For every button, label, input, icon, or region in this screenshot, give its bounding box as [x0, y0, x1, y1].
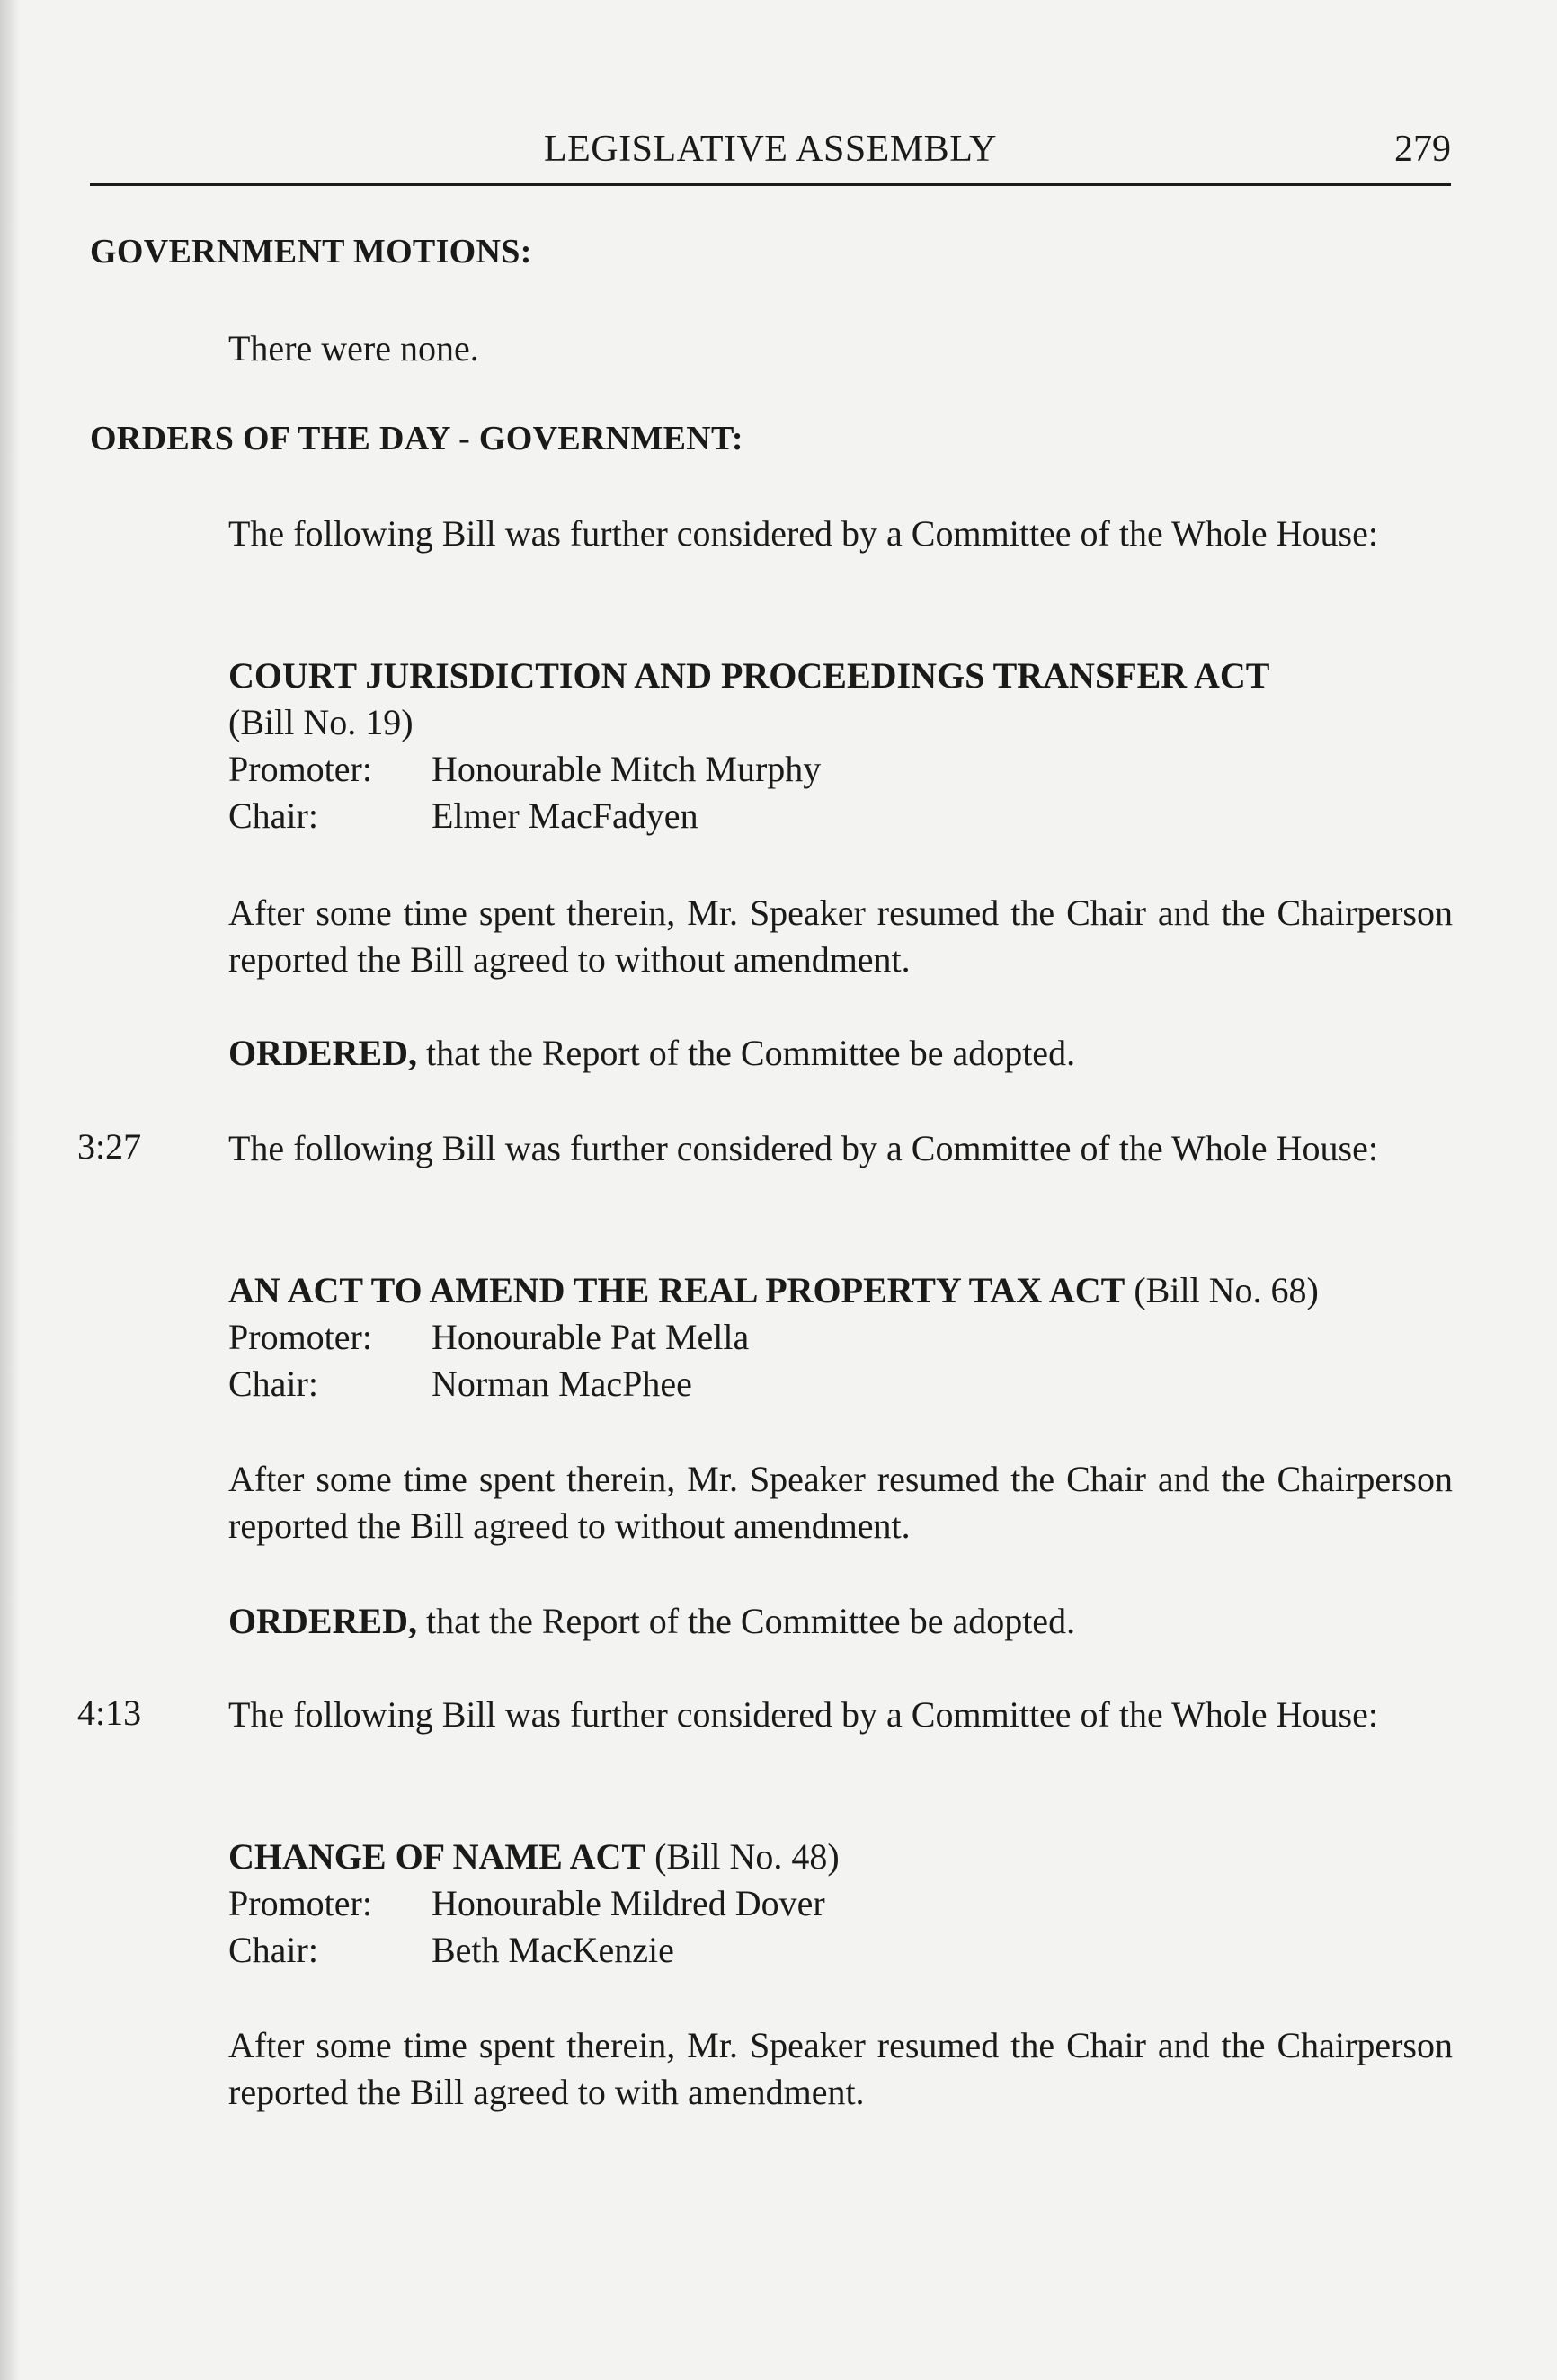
- item-2-promoter-row: [228, 1314, 749, 1361]
- item-3-bill-number: (Bill No. 48): [645, 1836, 840, 1877]
- item-2-bill-title: [228, 1267, 1487, 1314]
- item-3-report: After some time spent therein, Mr. Speaker resumed the Chair and the Chairperson reported the Bill agreed to with amendment.: [228, 2025, 1453, 2112]
- item-3-bill-title: [228, 1834, 1487, 1880]
- item-2-bill-name: AN ACT TO AMEND THE REAL PROPERTY TAX ACT: [228, 1270, 1125, 1310]
- item-3-chair-value: Beth MacKenzie: [432, 1930, 674, 1970]
- item-1-report: After some time spent therein, Mr. Speaker resumed the Chair and the Chairperson reported the Bill agreed to without amendment.: [228, 892, 1453, 980]
- item-1-bill-name: COURT JURISDICTION AND PROCEEDINGS TRANSFER ACT: [228, 655, 1270, 696]
- item-3-chair-row: [228, 1927, 674, 1974]
- item-2-bill-number: (Bill No. 68): [1125, 1270, 1319, 1310]
- item-3-promoter-row: [228, 1880, 825, 1927]
- item-3-time: 4:13: [77, 1692, 142, 1733]
- item-1-chair-label: Chair:: [228, 795, 318, 836]
- item-1-ordered-text: that the Report of the Committee be adopted.: [417, 1033, 1076, 1073]
- item-3-chair-label: Chair:: [228, 1930, 318, 1970]
- item-3-promoter-label: Promoter:: [228, 1883, 372, 1923]
- government-motions-text: There were none.: [228, 328, 479, 369]
- item-1-intro: The following Bill was further considered by a Committee of the Whole House:: [228, 513, 1378, 554]
- item-2-intro: The following Bill was further considered by a Committee of the Whole House:: [228, 1128, 1378, 1168]
- item-2-chair-row: [228, 1361, 692, 1408]
- item-2-chair-label: Chair:: [228, 1363, 318, 1404]
- item-3-bill-name: CHANGE OF NAME ACT: [228, 1836, 646, 1877]
- item-2-ordered-text: that the Report of the Committee be adopted.: [417, 1601, 1076, 1641]
- page-header: [90, 128, 1451, 186]
- item-2-ordered-keyword: ORDERED,: [228, 1601, 418, 1641]
- page-number: 279: [1394, 129, 1451, 170]
- orders-of-the-day-heading: ORDERS OF THE DAY - GOVERNMENT:: [90, 420, 743, 457]
- item-2-promoter-label: Promoter:: [228, 1317, 372, 1357]
- item-1-ordered-keyword: ORDERED,: [228, 1033, 418, 1073]
- item-2-promoter-value: Honourable Pat Mella: [432, 1317, 750, 1357]
- item-2-report: After some time spent therein, Mr. Speaker resumed the Chair and the Chairperson reported the Bill agreed to without amendment.: [228, 1459, 1453, 1546]
- item-2-time: 3:27: [77, 1126, 142, 1167]
- item-1-promoter-label: Promoter:: [228, 749, 372, 789]
- item-1-bill-number: (Bill No. 19): [228, 702, 414, 742]
- page-edge-shadow: [0, 0, 20, 2380]
- header-title: LEGISLATIVE ASSEMBLY: [544, 129, 997, 170]
- item-1-promoter-row: [228, 746, 821, 793]
- item-1-ordered: [228, 1030, 1453, 1077]
- item-3-promoter-value: Honourable Mildred Dover: [432, 1883, 825, 1923]
- government-motions-heading: GOVERNMENT MOTIONS:: [90, 233, 532, 271]
- item-1-promoter-value: Honourable Mitch Murphy: [432, 749, 822, 789]
- item-1-chair-value: Elmer MacFadyen: [432, 795, 698, 836]
- item-3-intro: The following Bill was further considered by a Committee of the Whole House:: [228, 1694, 1378, 1735]
- item-2-ordered: [228, 1598, 1453, 1645]
- item-1-bill-title: [228, 653, 1487, 746]
- item-1-chair-row: [228, 793, 698, 839]
- item-2-chair-value: Norman MacPhee: [432, 1363, 692, 1404]
